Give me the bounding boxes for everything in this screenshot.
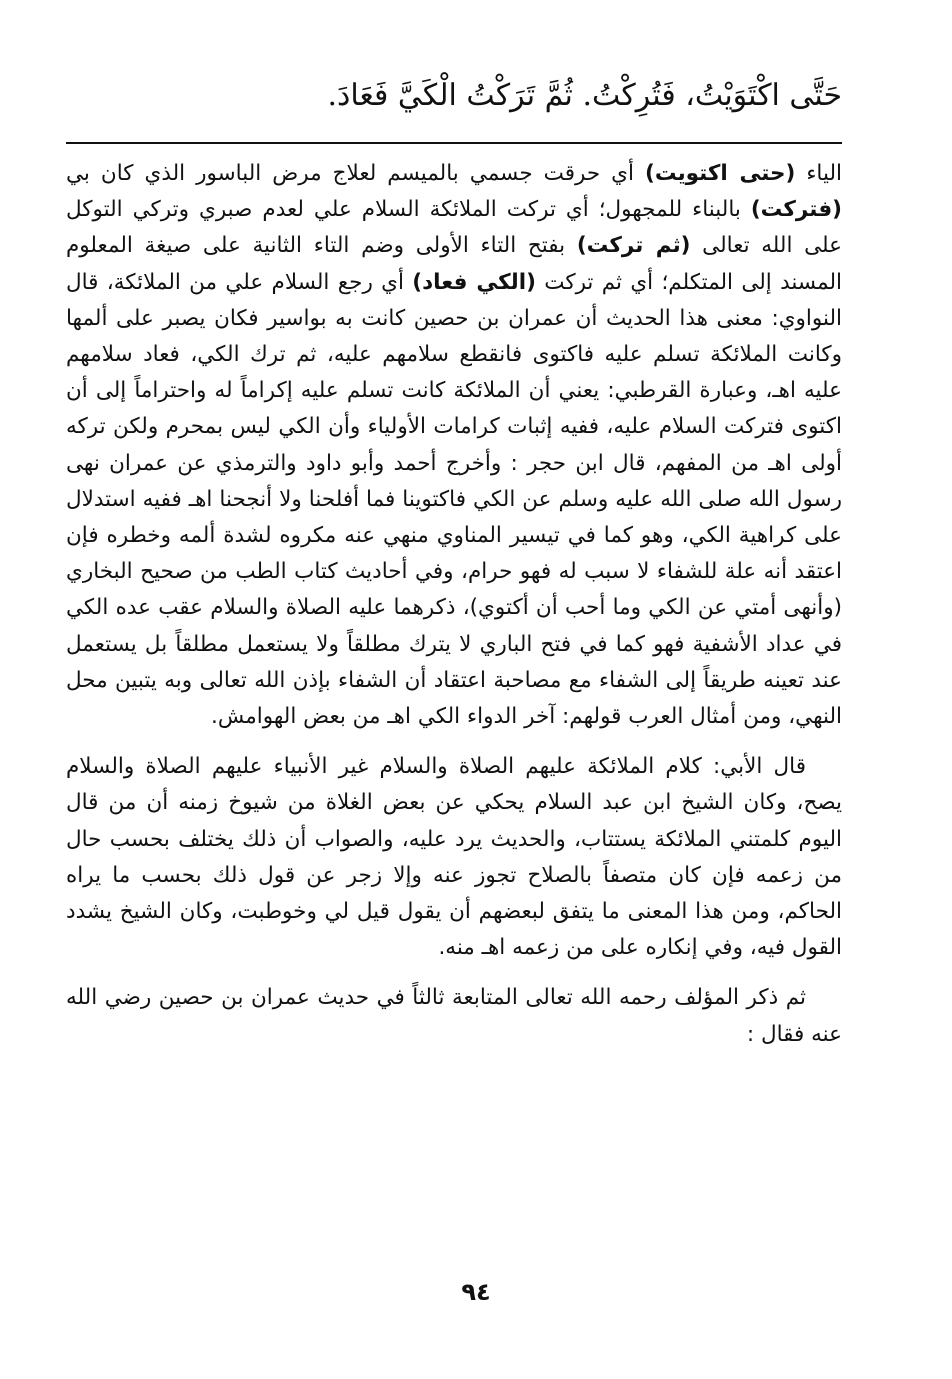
p1-seg: بالبناء للمجهول؛ أي تركت الملائكة السلام علي لعدم صبري وتركي التوكل على الله تعالى [66,197,842,259]
commentary-paragraph-3: ثم ذكر المؤلف رحمه الله تعالى المتابعة ثالثاً في حديث عمران بن حصين رضي الله عنه فقال : [66,985,842,1047]
commentary-paragraph-2: قال الأبي: كلام الملائكة عليهم الصلاة والسلام غير الأنبياء عليهم الصلاة والسلام يصح، وكان الشيخ ابن عبد السلام يحكي عن بعض الغلاة من شيوخ زمنه أن من قال اليوم كلمتني الملائكة يستتاب، والحديث يرد عليه، والصواب أن ذلك يختلف بحسب حال من زعمه فإن كان متصفاً بالصلاح تجوز عنه وإلا زجر عن قول ذلك بحسب ما يراه الحاكم، ومن هذا المعنى ما يتفق لبعضهم أن يقول قيل لي وخوطبت، وكان الشيخ يشدد القول فيه، وفي إنكاره على من زعمه اهـ منه. [66,754,842,961]
p1-bold-term: (فتركت) [750,197,842,223]
p1-seg: الياء [795,161,843,186]
commentary-paragraph-1 [66,156,842,735]
p1-bold-term: (حتى اكتويت) [645,161,796,186]
p1-seg: أي رجع السلام علي من الملائكة، قال النواوي: معنى هذا الحديث أن عمران بن حصين كانت به بواسير فكان يصبر على ألمها وكانت الملائكة تسلم عليه فاكتوى فانقطع سلامهم عليه، ثم ترك الكي، فعاد سلامهم عليه اهـ، وعبارة القرطبي: يعني أن الملائكة كانت تسلم عليه إكراماً له واحتراماً إلى أن اكتوى فتركت السلام عليه، ففيه إثبات كرامات الأولياء وأن الكي ليس بمحرم ولكن تركه أولى اهـ من المفهم، قال ابن حجر : وأخرج أحمد وأبو داود والترمذي عن عمران نهى رسول الله صلى الله عليه وسلم عن الكي فاكتوينا فما أفلحنا ولا أنجحنا اهـ ففيه استدلال على كراهية الكي، وهو كما في تيسير المناوي منهي عنه مكروه لشدة ألمه وخطره فإن اعتقد أنه علة للشفاء لا سبب له فهو حرام، وفي أحاديث كتاب الطب من صحيح البخاري (وأنهى أمتي عن الكي وما أحب أن أكتوي)، ذكرهما عليه الصلاة والسلام عقب عده الكي في عداد الأشفية فهو كما في فتح الباري لا يترك مطلقاً ولا يستعمل مطلقاً بل يستعمل عند تعينه طريقاً إلى الشفاء مع مصاحبة اعتقاد أن الشفاء بإذن الله تعالى وبه يتبين محل النهي، ومن أمثال العرب قولهم: آخر الدواء الكي اهـ من بعض الهوامش. [66,269,842,730]
page-number: ٩٤ [461,1278,491,1306]
p1-seg: أي حرقت جسمي بالميسم لعلاج مرض الباسور الذي كان بي [66,161,645,186]
hadith-text: حَتَّى اكْتَوَيْتُ، فَتُرِكْتُ. ثُمَّ تَرَكْتُ الْكَيَّ فَعَادَ. [327,78,842,113]
p1-bold-term: (الكي فعاد) [412,269,536,295]
p1-seg: بفتح التاء الأولى وضم التاء الثانية على صيغة المعلوم المسند إلى المتكلم؛ أي ثم تركت [66,233,842,295]
separator-rule [66,142,842,144]
p1-bold-term: (ثم تركت) [576,233,691,259]
